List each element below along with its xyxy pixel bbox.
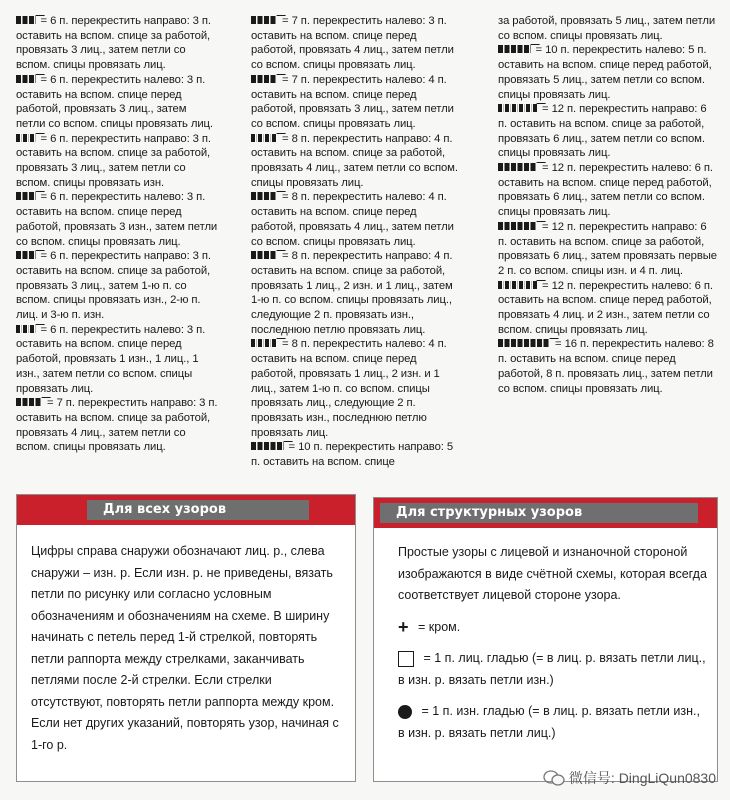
instruction-text: = 12 п. перекрестить налево: 6 п. оставить на вспом. спице перед работой, провязать 4 лиц. и 2 изн., затем петли со вспом. спицы провязать лиц. xyxy=(498,279,713,336)
cable-symbol-icon xyxy=(251,134,277,142)
legend-item-edge xyxy=(398,617,707,639)
structure-intro: Простые узоры с лицевой и изнаночной стороной изображаются в виде счётной схемы, которая всегда соответствует лицевой стороне узора. xyxy=(398,545,707,602)
instruction-text: = 8 п. перекрестить налево: 4 п. оставить на вспом. спице перед работой, провязать 1 лиц., 2 изн. и 1 лиц., затем 1-ю п. со вспом. спицы провязать лиц., следующие 2 п. провязать изн., последнюю петлю провязать лиц. xyxy=(251,338,447,439)
empty-square-icon xyxy=(398,651,414,667)
cable-symbol-icon xyxy=(498,45,531,53)
cable-instruction xyxy=(498,220,718,279)
cable-symbol-icon xyxy=(498,222,537,230)
filled-dot-icon xyxy=(398,705,412,719)
instructions-column-2 xyxy=(251,14,459,470)
all-patterns-header xyxy=(17,495,355,525)
structure-patterns-title: Для структурных узоров xyxy=(396,505,583,520)
instruction-text: = 8 п. перекрестить налево: 4 п. оставить на вспом. спице перед работой, провязать 4 лиц., затем петли со вспом. спицы провязать лиц. xyxy=(251,191,454,248)
watermark xyxy=(543,768,716,788)
cable-symbol-icon xyxy=(498,163,537,171)
cable-instruction xyxy=(251,337,459,440)
instruction-text: = 6 п. перекрестить налево: 3 п. оставить на вспом. спице перед работой, провязать 1 изн., 1 лиц., 1 изн., затем петли со вспом. спицы провязать лиц. xyxy=(16,323,206,395)
watermark-text: 微信号: DingLiQun0830 xyxy=(568,770,716,786)
legend-item-purl xyxy=(398,701,707,744)
cable-instruction xyxy=(498,279,718,338)
instruction-text: = 6 п. перекрестить налево: 3 п. оставить на вспом. спице перед работой, провязать 3 лиц., затем петли со вспом. спицы провязать лиц. xyxy=(16,73,213,130)
cable-instruction xyxy=(251,14,459,73)
all-patterns-title: Для всех узоров xyxy=(103,502,227,517)
cable-symbol-icon xyxy=(251,339,277,347)
cable-symbol-icon xyxy=(251,442,284,450)
cable-symbol-icon xyxy=(16,16,36,24)
instruction-text: = 7 п. перекрестить налево: 4 п. оставить на вспом. спице перед работой, провязать 3 лиц., затем петли со вспом. спицы провязать лиц. xyxy=(251,73,454,130)
legend-item-knit xyxy=(398,648,707,691)
cable-symbol-icon xyxy=(498,281,537,289)
cable-instruction xyxy=(16,323,218,397)
cable-instruction xyxy=(251,190,459,249)
instruction-text: = 16 п. перекрестить налево: 8 п. оставить на вспом. спице перед работой, 8 п. провязать лиц., затем петли со вспом. спицы провязать лиц. xyxy=(498,338,714,395)
instruction-text: = 12 п. перекрестить налево: 6 п. оставить на вспом. спице перед работой, провязать 6 лиц., затем петли со вспом. спицы провязать лиц. xyxy=(498,162,713,219)
cable-instruction xyxy=(16,14,218,73)
cable-symbol-icon xyxy=(251,251,277,259)
cable-symbol-icon xyxy=(16,134,36,142)
instruction-text: = 7 п. перекрестить налево: 3 п. оставить на вспом. спице перед работой, провязать 4 лиц., затем петли со вспом. спицы провязать лиц. xyxy=(251,15,454,72)
instruction-text: = 8 п. перекрестить направо: 4 п. оставить на вспом. спице за работой, провязать 1 лиц., 2 изн. и 1 лиц., затем 1-ю п. со вспом. спицы провязать лиц., следующие 2 п. провязать изн., последнюю петлю провязать лиц. xyxy=(251,250,453,336)
cable-instruction xyxy=(251,249,459,337)
cable-symbol-icon xyxy=(251,192,277,200)
all-patterns-box xyxy=(16,494,356,782)
cable-instruction xyxy=(16,396,218,455)
cable-instruction xyxy=(251,440,459,469)
cable-symbol-icon xyxy=(251,75,277,83)
plus-icon: + xyxy=(398,617,409,638)
legend-text: = кром. xyxy=(418,619,461,634)
cable-symbol-icon xyxy=(16,75,36,83)
instruction-text: = 6 п. перекрестить направо: 3 п. оставить на вспом. спице за работой, провязать 3 лиц., затем петли со вспом. спицы провязать изн. xyxy=(16,132,211,189)
instruction-text: = 6 п. перекрестить направо: 3 п. оставить на вспом. спице за работой, провязать 3 лиц., затем петли со вспом. спицы провязать лиц. xyxy=(16,15,211,72)
structure-patterns-box xyxy=(373,497,718,782)
instruction-text: = 8 п. перекрестить направо: 4 п. оставить на вспом. спице за работой, провязать 4 лиц., затем петли со вспом. спицы провязать лиц. xyxy=(251,132,458,189)
cable-symbol-icon xyxy=(498,104,537,112)
instruction-text: = 12 п. перекрестить направо: 6 п. оставить на вспом. спице за работой, провязать 6 лиц., затем провязать первые 2 п. со вспом. спицы изн. и 4 п. лиц. xyxy=(498,220,717,277)
cable-instruction xyxy=(16,132,218,191)
instruction-text: = 10 п. перекрестить направо: 5 п. оставить на вспом. спице xyxy=(251,441,454,469)
cable-instruction xyxy=(498,14,718,43)
all-patterns-text: Цифры справа снаружи обозначают лиц. р., слева снаружи – изн. р. Если изн. р. не приведены, вязать петли по рисунку или согласно условным обозначениям и обозначениям на схеме. В ширину начинать с петель перед 1-й стрелкой, повторять петли раппорта между стрелками, заканчивать петлями после 2-й стрелки. Если стрелки отсутствуют, повторять петли раппорта между кром. Если нет других указаний, повторять узор, начиная с 1-го р. xyxy=(31,544,339,752)
cable-instruction xyxy=(498,102,718,161)
cable-symbol-icon xyxy=(16,325,36,333)
wechat-icon xyxy=(543,770,565,786)
structure-patterns-header xyxy=(374,498,717,528)
cable-symbol-icon xyxy=(16,251,36,259)
instructions-column-3 xyxy=(498,14,718,396)
cable-symbol-icon xyxy=(16,398,42,406)
legend-text: = 1 п. изн. гладью (= в лиц. р. вязать петли изн., в изн. р. вязать петли лиц.) xyxy=(398,704,700,740)
legend-text: = 1 п. лиц. гладью (= в лиц. р. вязать петли лиц., в изн. р. вязать петли изн.) xyxy=(398,651,706,687)
structure-patterns-body xyxy=(398,542,707,744)
cable-instruction xyxy=(251,73,459,132)
instruction-text: = 6 п. перекрестить налево: 3 п. оставить на вспом. спице перед работой, провязать 3 изн., затем петли со вспом. спицы провязать лиц. xyxy=(16,191,218,248)
cable-instruction xyxy=(251,132,459,191)
cable-instruction xyxy=(498,161,718,220)
instruction-text: = 10 п. перекрестить налево: 5 п. оставить на вспом. спице перед работой, провязать 5 лиц., затем петли со вспом. спицы провязать лиц. xyxy=(498,44,712,101)
cable-instruction xyxy=(16,249,218,323)
cable-symbol-icon xyxy=(16,192,36,200)
cable-symbol-icon xyxy=(498,339,550,347)
instruction-text: = 6 п. перекрестить направо: 3 п. оставить на вспом. спице за работой, провязать 3 лиц., затем 1-ю п. со вспом. спицы провязать изн., 2-ю п. лиц. и 3-ю п. изн. xyxy=(16,250,211,322)
cable-instruction xyxy=(16,73,218,132)
instructions-column-1 xyxy=(16,14,218,455)
cable-instruction xyxy=(16,190,218,249)
instruction-text: за работой, провязать 5 лиц., затем петли со вспом. спицы провязать лиц. xyxy=(498,15,716,42)
cable-instruction xyxy=(498,43,718,102)
instruction-text: = 7 п. перекрестить направо: 3 п. оставить на вспом. спице за работой, провязать 4 лиц., затем петли со вспом. спицы провязать лиц. xyxy=(16,397,218,454)
cable-instruction xyxy=(498,337,718,396)
instruction-text: = 12 п. перекрестить направо: 6 п. оставить на вспом. спице за работой, провязать 6 лиц., затем петли со вспом. спицы провязать лиц. xyxy=(498,103,707,160)
cable-symbol-icon xyxy=(251,16,277,24)
